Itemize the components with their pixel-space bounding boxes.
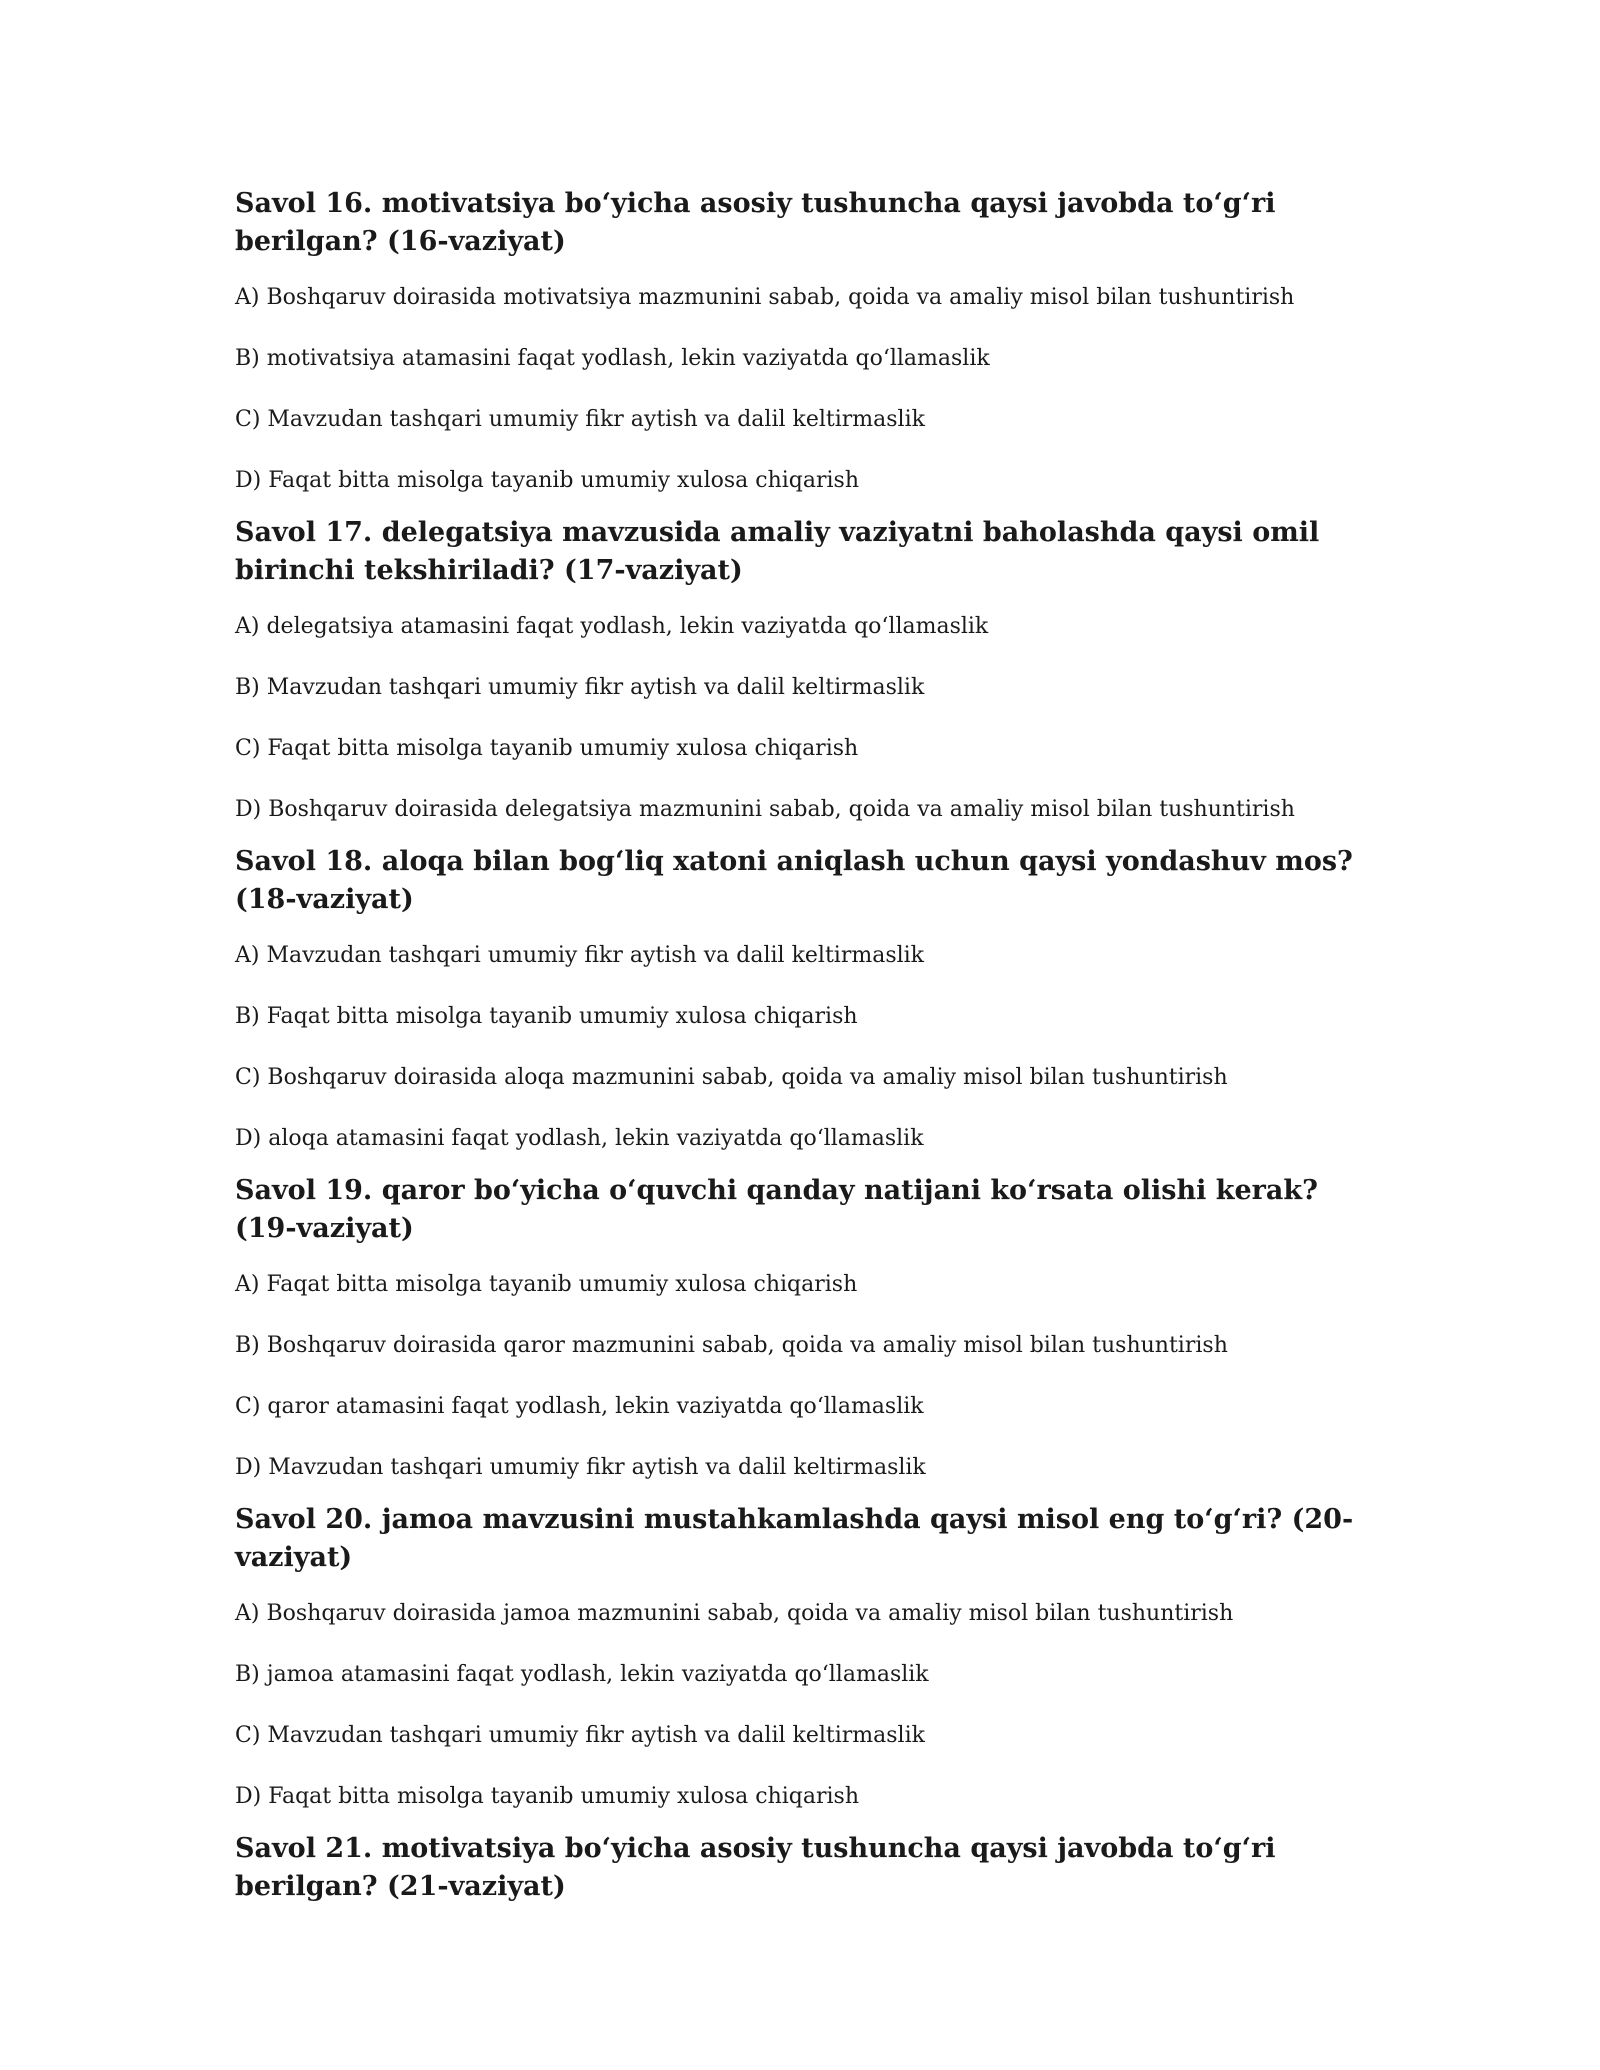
question-title: Savol 16. motivatsiya bo‘yicha asosiy tushuncha qaysi javobda to‘g‘ri berilgan? (16-vaziyat) (235, 188, 1276, 257)
question-16 (235, 185, 1365, 496)
question-21 (235, 1830, 1365, 1906)
answer-option-c: C) Faqat bitta misolga tayanib umumiy xulosa chiqarish (235, 736, 859, 761)
question-title: Savol 19. qaror bo‘yicha o‘quvchi qanday natijani ko‘rsata olishi kerak? (19-vaziyat) (235, 1175, 1318, 1244)
question-title: Savol 20. jamoa mavzusini mustahkamlashda qaysi misol eng to‘g‘ri? (20-vaziyat) (235, 1504, 1354, 1573)
answer-option-c: C) Mavzudan tashqari umumiy fikr aytish va dalil keltirmaslik (235, 1723, 925, 1748)
answer-option-d: D) Faqat bitta misolga tayanib umumiy xulosa chiqarish (235, 1784, 860, 1809)
answer-option-a: A) Faqat bitta misolga tayanib umumiy xulosa chiqarish (235, 1272, 858, 1297)
answer-option-a: A) Boshqaruv doirasida jamoa mazmunini sabab, qoida va amaliy misol bilan tushuntirish (235, 1601, 1234, 1626)
document-page (235, 185, 1365, 1928)
question-19 (235, 1172, 1365, 1483)
question-17 (235, 514, 1365, 825)
answer-option-a: A) Boshqaruv doirasida motivatsiya mazmunini sabab, qoida va amaliy misol bilan tushuntirish (235, 285, 1295, 310)
question-title: Savol 18. aloqa bilan bog‘liq xatoni aniqlash uchun qaysi yondashuv mos? (18-vaziyat) (235, 846, 1353, 915)
question-18 (235, 843, 1365, 1154)
answer-option-a: A) Mavzudan tashqari umumiy fikr aytish va dalil keltirmaslik (235, 943, 925, 968)
answer-option-d: D) aloqa atamasini faqat yodlash, lekin vaziyatda qo‘llamaslik (235, 1126, 924, 1151)
answer-option-b: B) Faqat bitta misolga tayanib umumiy xulosa chiqarish (235, 1004, 858, 1029)
answer-option-d: D) Faqat bitta misolga tayanib umumiy xulosa chiqarish (235, 468, 860, 493)
answer-option-b: B) jamoa atamasini faqat yodlash, lekin vaziyatda qo‘llamaslik (235, 1662, 929, 1687)
question-title: Savol 17. delegatsiya mavzusida amaliy vaziyatni baholashda qaysi omil birinchi tekshiriladi? (17-vaziyat) (235, 517, 1320, 586)
answer-option-c: C) Boshqaruv doirasida aloqa mazmunini sabab, qoida va amaliy misol bilan tushuntirish (235, 1065, 1228, 1090)
question-title: Savol 21. motivatsiya bo‘yicha asosiy tushuncha qaysi javobda to‘g‘ri berilgan? (21-vaziyat) (235, 1833, 1276, 1902)
answer-option-c: C) qaror atamasini faqat yodlash, lekin vaziyatda qo‘llamaslik (235, 1394, 924, 1419)
answer-option-b: B) Boshqaruv doirasida qaror mazmunini sabab, qoida va amaliy misol bilan tushuntirish (235, 1333, 1228, 1358)
answer-option-d: D) Mavzudan tashqari umumiy fikr aytish va dalil keltirmaslik (235, 1455, 926, 1480)
answer-option-d: D) Boshqaruv doirasida delegatsiya mazmunini sabab, qoida va amaliy misol bilan tushuntirish (235, 797, 1295, 822)
answer-option-a: A) delegatsiya atamasini faqat yodlash, lekin vaziyatda qo‘llamaslik (235, 614, 989, 639)
answer-option-b: B) motivatsiya atamasini faqat yodlash, lekin vaziyatda qo‘llamaslik (235, 346, 990, 371)
question-20 (235, 1501, 1365, 1812)
answer-option-b: B) Mavzudan tashqari umumiy fikr aytish va dalil keltirmaslik (235, 675, 925, 700)
answer-option-c: C) Mavzudan tashqari umumiy fikr aytish va dalil keltirmaslik (235, 407, 925, 432)
